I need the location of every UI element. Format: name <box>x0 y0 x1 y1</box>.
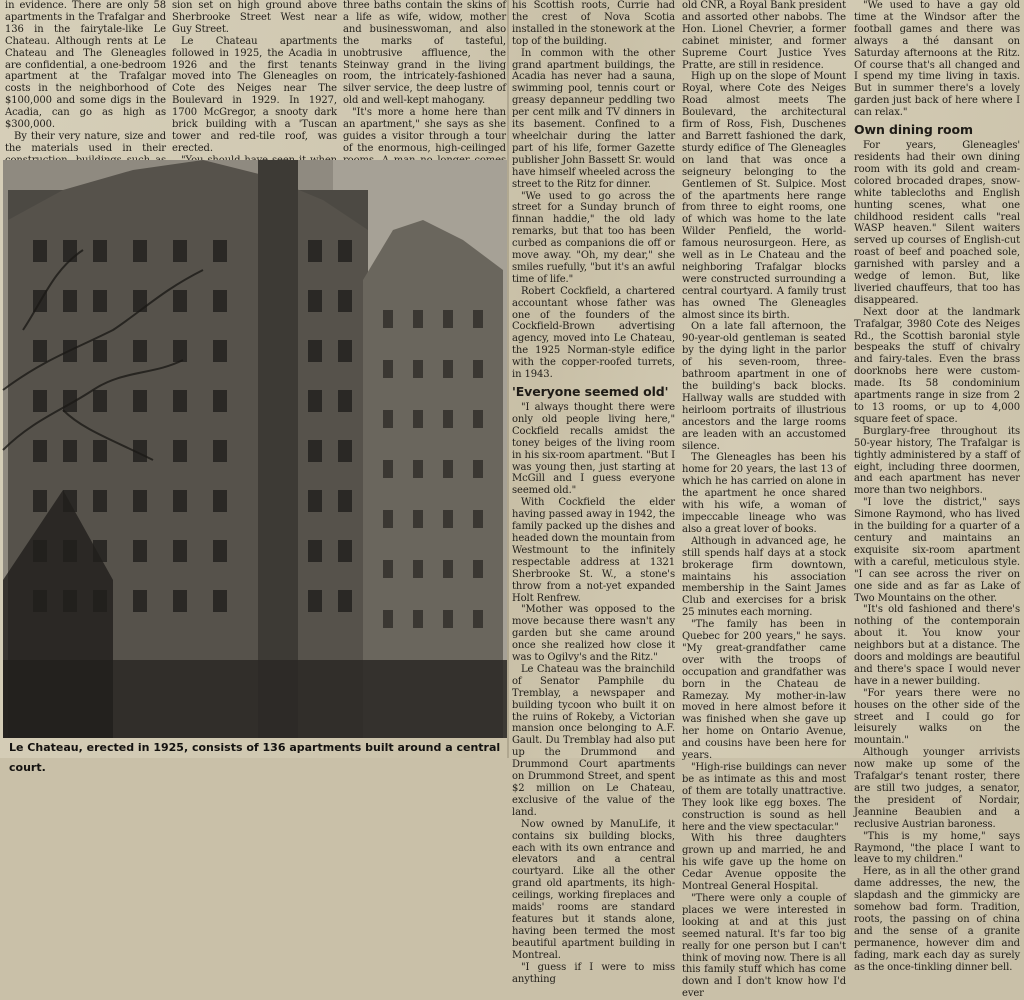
paragraph: "It's old fashioned and there's nothing of the contemporain about it. You know your neighbors but at a distance. The doors and moldings are beautiful and there's space I would never have in a newer building. <box>854 604 1020 687</box>
paragraph: Le Chateau was the brainchild of Senator Pamphile du Tremblay, a newspaper and building tycoon who built it on the ruins of Rokeby, a Victorian mansion once belonging to A.F. Gault. Du Tremblay had also put up the Drummond and Drummond Court apartments on Drummond Street, and spent $2 million on Le Chateau, exclusive of the value of the land. <box>512 663 675 818</box>
paragraph: "I love the district," says Simone Raymond, who has lived in the building for a quarter of a century and maintains an exquisite six-room apartment with a careful, meticulous style. "I can see across the river on one side and as far as Lake of Two Mountains on the other. <box>854 497 1020 604</box>
paragraph: Now owned by ManuLife, it contains six building blocks, each with its own entrance and elevators and a central courtyard. Like all the other grand old apartments, its high-ceilings, working fireplaces and maids' rooms are standard features but it stands alone, having been termed the most beautiful apartment building in Montreal. <box>512 818 675 961</box>
paragraph: "High-rise buildings can never be as intimate as this and most of them are totally unattractive. They look like egg boxes. The construction is sound as hell here and the view spectacular." <box>682 762 846 833</box>
section-heading: Own dining room <box>854 122 973 138</box>
article-column-5 <box>682 0 846 1000</box>
page-fold <box>507 0 509 758</box>
paragraph: In common with the other grand apartment buildings, the Acadia has never had a sauna, swimming pool, tennis court or greasy depanneur peddling two per cent milk and TV dinners in its basement. Confined to a wheelchair during the latter part of his life, former Gazette publisher John Bassett Sr. would have himself wheeled across the street to the Ritz for dinner. <box>512 47 675 190</box>
le-chateau-building-image <box>3 160 507 738</box>
paragraph: sion set on high ground above Sherbrooke Street West near Guy Street. <box>172 0 337 35</box>
paragraph: three baths contain the skins of a life as wife, widow, mother and businesswoman, and also the marks of tasteful, unobtrusive affluence, the Steinway grand in the living room, the intricately-fashioned silver service, the deep lustre of old and well-kept mahogany. <box>343 0 506 107</box>
article-column-4 <box>512 0 675 985</box>
building-photo <box>3 160 507 738</box>
paragraph: "For years there were no houses on the other side of the street and I could go for leisurely walks on the mountain." <box>854 687 1020 747</box>
paragraph: "It's more a home here than an apartment," she says as she guides a visitor through a tour of the enormous, high-ceilinged <box>343 107 506 154</box>
paragraph: "This is my home," says Raymond, "the place I want to leave to my children." <box>854 830 1020 866</box>
paragraph: "We used to have a gay old time at the Windsor after the football games and there was always a thé dansant on Saturday afternoons at the Ritz. Of course that's all changed and I spend my time living in taxis. But in summer there's a lovely garden just back of here where I can relax." <box>854 0 1020 119</box>
paragraph: "I guess if I were to miss anything <box>512 961 675 985</box>
paragraph: in evidence. There are only 58 apartments in the Trafalgar and 136 in the fairytale-like Le Chateau. Although rents at Le Chateau and The Gleneagles are confidential, a one-bedroom apartment at the Trafalgar costs in the neighborhood of $100,000 and some digs in the Acadia, can go as high as $300,000. <box>5 0 166 131</box>
paragraph: Next door at the landmark Trafalgar, 3980 Cote des Neiges Rd., the Scottish baronial style bespeaks the stuff of chivalry and fairy-tales. Even the brass doorknobs here were custom-made. Its 58 condominium apartments range in size from 2 to 13 rooms, or up to 4,000 square feet of space. <box>854 306 1020 425</box>
article-column-2 <box>172 0 337 160</box>
paragraph: The Gleneagles has been his home for 20 years, the last 13 of which he has carried on alone in the apartment he once shared with his wife, a woman of impeccable lineage who was also a great lover of books. <box>682 452 846 535</box>
paragraph: Burglary-free throughout its 50-year history, The Trafalgar is tightly administered by a staff of eight, including three doormen, and each apartment has never more than two neighbors. <box>854 425 1020 497</box>
paragraph: By their very nature, size and the materials used in their <box>5 130 166 154</box>
article-column-3 <box>343 0 506 160</box>
paragraph: With his three daughters grown up and married, he and his wife gave up the home on Cedar Avenue opposite the Montreal General Hospital. <box>682 833 846 893</box>
article-column-1 <box>5 0 166 160</box>
paragraph: Although younger arrivists now make up some of the Trafalgar's tenant roster, there are still two judges, a senator, the president of Nordair, Jeannine Beaubien and a reclusive Austrian baroness. <box>854 747 1020 830</box>
paragraph: "The family has been in Quebec for 200 years," he says. "My great-grandfather came over with the troops of occupation and grandfather was born in the Chateau de Ramezay. My mother-in-law moved in here almost before it was finished when she gave up her home on Ontario Avenue, and cousins have been here for years. <box>682 619 846 762</box>
article-column-6 <box>854 0 1020 973</box>
paragraph: Le Chateau apartments followed in 1925, the Acadia in 1926 and the first tenants moved into The Gleneagles on Cote des Neiges near The Boulevard in 1929. In 1927, 1700 McGregor, a snooty dark brick building with a 'Tuscan tower and red-tile roof, was erected. <box>172 35 337 154</box>
paragraph: High up on the slope of Mount Royal, where Cote des Neiges Road almost meets The Boulevard, the architectural firm of Ross, Fish, Duschenes and Barrett fashioned the dark, sturdy edifice of The Gleneagles on land that was once a seigneury belonging to the Gentlemen of St. Sulpice. Most of the apartments here range from three to eight rooms, one of which was home to the late Wilder Penfield, the world-famous neurosurgeon. Here, as well as in Le Chateau and the neighboring Trafalgar blocks were constructed surrounding a central courtyard. A family trust has owned The Gleneagles almost since its birth. <box>682 71 846 321</box>
photo-caption: Le Chateau, erected in 1925, consists of 136 apartments built around a central court. <box>9 741 501 774</box>
paragraph: "I always thought there were only old people living here," Cockfield recalls amidst the toney beiges of the living room in his six-room apartment. "But I was young then, just starting at McGill and I guess everyone seemed old." <box>512 402 675 497</box>
section-heading: 'Everyone seemed old' <box>512 384 669 399</box>
paragraph: "There were only a couple of places we were interested in looking at and at this just seemed natural. It's far too big really for one person but I can't think of moving now. There is all this family stuff which has come down and I don't know how I'd ever <box>682 892 846 1000</box>
paragraph: On a late fall afternoon, the 90-year-old gentleman is seated by the dying light in the parlor of his seven-room, three-bathroom apartment in one of the building's back blocks. Hallway walls are studded with heirloom portraits of illustrious ancestors and the large rooms are leaden with an accustomed silence. <box>682 321 846 452</box>
paragraph: his Scottish roots, Currie had the crest of Nova Scotia installed in the stonework at the top of the building. <box>512 0 675 47</box>
paragraph: Here, as in all the other grand dame addresses, the new, the slapdash and the gimmicky are somehow bad form. Tradition, roots, the passing on of china and the sense of a granite permanence, however dim and fading, mark each day as surely as the once-tinkling dinner bell. <box>854 866 1020 973</box>
paragraph: With Cockfield the elder having passed away in 1942, the family packed up the dishes and headed down the mountain from Westmount to the infinitely respectable address at 1321 Sherbrooke St. W., a stone's throw from a not-yet expanded Holt Renfrew. <box>512 497 675 604</box>
paragraph: Although in advanced age, he still spends half days at a stock brokerage firm downtown, maintains his association membership in the Saint James Club and exercises for a brisk 25 minutes each morning. <box>682 535 846 619</box>
paragraph: "We used to go across the street for a Sunday brunch of finnan haddie," the old lady remarks, but that too has been curbed as companions die off or move away. "Oh, my dear," she smiles ruefully, "but it's an awful time of life." <box>512 190 675 285</box>
paragraph: old CNR, a Royal Bank president and assorted other nabobs. The Hon. Lionel Chevrier, a former cabinet minister, and former Supreme Court Justice Yves Pratte, are still in residence. <box>682 0 846 71</box>
paragraph: "Mother was opposed to the move because there wasn't any garden but she came around once she realized how close it was to Ogilvy's and the Ritz." <box>512 604 675 664</box>
paragraph: Robert Cockfield, a chartered accountant whose father was one of the founders of the Cockfield-Brown advertising agency, moved into Le Chateau, the 1925 Norman-style edifice with the copper-roofed turrets, in 1943. <box>512 285 675 381</box>
paragraph: For years, Gleneagles' residents had their own dining room with its gold and cream-colored brocaded drapes, snow-white tablecloths and English hunting scenes, what one childhood resident calls "real WASP heaven." Silent waiters served up courses of English-cut roast of beef and poached sole, garnished with parsley and a wedge of lemon. But, like liveried chauffeurs, that too has disappeared. <box>854 140 1020 306</box>
